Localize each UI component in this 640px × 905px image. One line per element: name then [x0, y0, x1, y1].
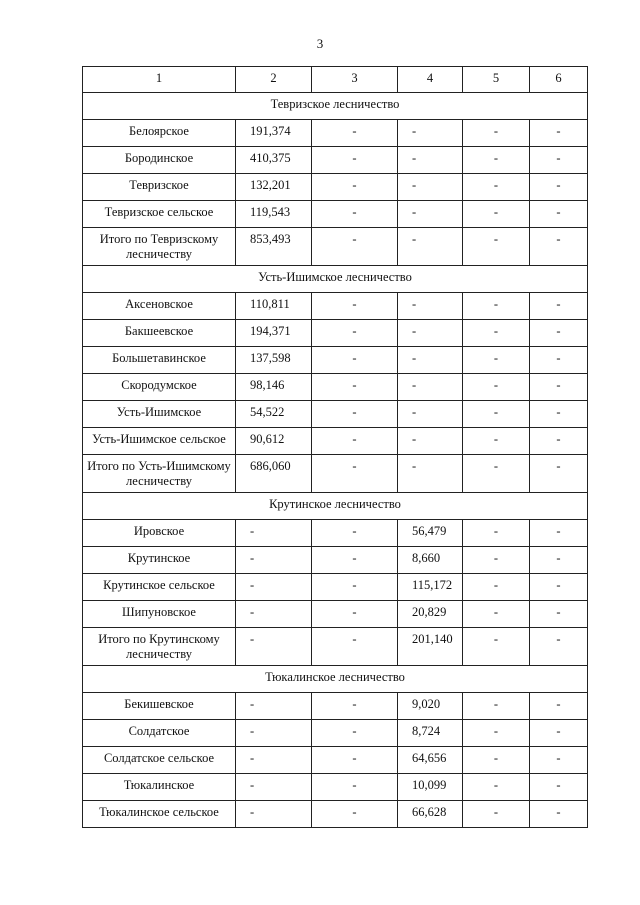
value-cell: -	[463, 174, 530, 201]
value-cell: -	[398, 228, 463, 266]
value-cell: -	[530, 320, 588, 347]
section-title: Тюкалинское лесничество	[83, 666, 588, 693]
district-name-cell: Усть-Ишимское сельское	[83, 428, 236, 455]
district-name-cell: Итого по Тевризскому лесничеству	[83, 228, 236, 266]
value-cell: -	[312, 293, 398, 320]
value-cell: 56,479	[398, 520, 463, 547]
district-name-cell: Аксеновское	[83, 293, 236, 320]
value-cell: -	[398, 320, 463, 347]
value-cell: -	[463, 347, 530, 374]
table-row	[83, 747, 588, 774]
value-cell: -	[463, 120, 530, 147]
value-cell: -	[398, 293, 463, 320]
value-cell: 853,493	[236, 228, 312, 266]
table-row	[83, 574, 588, 601]
value-cell: -	[312, 228, 398, 266]
value-cell: -	[312, 120, 398, 147]
table-body	[83, 67, 588, 828]
value-cell: -	[398, 147, 463, 174]
value-cell: -	[398, 347, 463, 374]
value-cell: 64,656	[398, 747, 463, 774]
district-name-cell: Бакшеевское	[83, 320, 236, 347]
table-row	[83, 401, 588, 428]
table-row	[83, 520, 588, 547]
value-cell: -	[312, 628, 398, 666]
value-cell: -	[312, 520, 398, 547]
value-cell: -	[463, 720, 530, 747]
value-cell: -	[463, 455, 530, 493]
value-cell: -	[312, 547, 398, 574]
value-cell: -	[312, 428, 398, 455]
value-cell: -	[463, 293, 530, 320]
value-cell: -	[530, 201, 588, 228]
table-row	[83, 374, 588, 401]
value-cell: -	[236, 720, 312, 747]
table-row	[83, 347, 588, 374]
table-row	[83, 174, 588, 201]
value-cell: -	[463, 147, 530, 174]
district-name-cell: Солдатское сельское	[83, 747, 236, 774]
value-cell: 410,375	[236, 147, 312, 174]
page-number: 3	[316, 36, 324, 51]
district-name-cell: Тевризское	[83, 174, 236, 201]
header-cell: 4	[398, 67, 463, 93]
value-cell: -	[530, 293, 588, 320]
table-row	[83, 693, 588, 720]
value-cell: -	[530, 693, 588, 720]
value-cell: 10,099	[398, 774, 463, 801]
value-cell: -	[236, 520, 312, 547]
district-name-cell: Крутинское	[83, 547, 236, 574]
value-cell: -	[236, 628, 312, 666]
district-name-cell: Итого по Крутинскому лесничеству	[83, 628, 236, 666]
value-cell: -	[530, 401, 588, 428]
table-row	[83, 147, 588, 174]
value-cell: -	[530, 455, 588, 493]
value-cell: -	[312, 347, 398, 374]
value-cell: 98,146	[236, 374, 312, 401]
district-name-cell: Тевризское сельское	[83, 201, 236, 228]
header-row	[83, 67, 588, 93]
value-cell: -	[530, 801, 588, 828]
value-cell: -	[530, 347, 588, 374]
value-cell: -	[530, 228, 588, 266]
section-title: Усть-Ишимское лесничество	[83, 266, 588, 293]
header-cell: 2	[236, 67, 312, 93]
value-cell: -	[530, 720, 588, 747]
table-row	[83, 428, 588, 455]
section-header-row	[83, 266, 588, 293]
value-cell: -	[398, 201, 463, 228]
value-cell: -	[312, 774, 398, 801]
table-row	[83, 547, 588, 574]
value-cell: -	[463, 320, 530, 347]
value-cell: -	[530, 428, 588, 455]
value-cell: -	[463, 774, 530, 801]
value-cell: -	[312, 720, 398, 747]
value-cell: -	[530, 574, 588, 601]
value-cell: -	[530, 520, 588, 547]
total-row	[83, 628, 588, 666]
value-cell: 8,660	[398, 547, 463, 574]
value-cell: 686,060	[236, 455, 312, 493]
value-cell: -	[530, 601, 588, 628]
value-cell: 137,598	[236, 347, 312, 374]
value-cell: -	[236, 574, 312, 601]
header-cell: 3	[312, 67, 398, 93]
value-cell: -	[312, 201, 398, 228]
table-row	[83, 320, 588, 347]
value-cell: -	[463, 747, 530, 774]
section-header-row	[83, 666, 588, 693]
value-cell: -	[463, 374, 530, 401]
header-cell: 6	[530, 67, 588, 93]
value-cell: -	[463, 547, 530, 574]
district-name-cell: Бородинское	[83, 147, 236, 174]
value-cell: -	[312, 574, 398, 601]
district-name-cell: Скородумское	[83, 374, 236, 401]
value-cell: 8,724	[398, 720, 463, 747]
value-cell: -	[530, 774, 588, 801]
table-row	[83, 201, 588, 228]
value-cell: -	[530, 174, 588, 201]
value-cell: -	[398, 120, 463, 147]
district-name-cell: Ировское	[83, 520, 236, 547]
value-cell: -	[312, 747, 398, 774]
value-cell: 54,522	[236, 401, 312, 428]
value-cell: -	[530, 120, 588, 147]
value-cell: -	[463, 693, 530, 720]
total-row	[83, 455, 588, 493]
district-name-cell: Шипуновское	[83, 601, 236, 628]
value-cell: -	[398, 428, 463, 455]
header-cell: 5	[463, 67, 530, 93]
value-cell: 110,811	[236, 293, 312, 320]
section-title: Тевризское лесничество	[83, 93, 588, 120]
table-row	[83, 801, 588, 828]
value-cell: -	[236, 693, 312, 720]
value-cell: 66,628	[398, 801, 463, 828]
value-cell: -	[236, 801, 312, 828]
value-cell: -	[398, 174, 463, 201]
value-cell: -	[530, 374, 588, 401]
value-cell: -	[236, 747, 312, 774]
value-cell: 9,020	[398, 693, 463, 720]
section-title: Крутинское лесничество	[83, 493, 588, 520]
value-cell: -	[312, 601, 398, 628]
table-row	[83, 293, 588, 320]
value-cell: 115,172	[398, 574, 463, 601]
value-cell: -	[530, 747, 588, 774]
value-cell: -	[236, 601, 312, 628]
header-cell: 1	[83, 67, 236, 93]
value-cell: -	[530, 547, 588, 574]
value-cell: -	[463, 601, 530, 628]
value-cell: -	[236, 547, 312, 574]
value-cell: 20,829	[398, 601, 463, 628]
value-cell: 194,371	[236, 320, 312, 347]
value-cell: -	[398, 374, 463, 401]
district-name-cell: Тюкалинское	[83, 774, 236, 801]
value-cell: -	[463, 574, 530, 601]
value-cell: -	[463, 201, 530, 228]
value-cell: -	[530, 147, 588, 174]
value-cell: -	[236, 774, 312, 801]
value-cell: -	[312, 320, 398, 347]
value-cell: 132,201	[236, 174, 312, 201]
section-header-row	[83, 93, 588, 120]
value-cell: 119,543	[236, 201, 312, 228]
district-name-cell: Белоярское	[83, 120, 236, 147]
value-cell: -	[463, 401, 530, 428]
section-header-row	[83, 493, 588, 520]
value-cell: -	[463, 228, 530, 266]
district-name-cell: Итого по Усть-Ишимскому лесничеству	[83, 455, 236, 493]
value-cell: -	[312, 455, 398, 493]
district-name-cell: Крутинское сельское	[83, 574, 236, 601]
value-cell: -	[312, 147, 398, 174]
district-name-cell: Усть-Ишимское	[83, 401, 236, 428]
district-name-cell: Тюкалинское сельское	[83, 801, 236, 828]
value-cell: -	[398, 401, 463, 428]
value-cell: -	[312, 374, 398, 401]
value-cell: -	[398, 455, 463, 493]
value-cell: -	[312, 174, 398, 201]
value-cell: -	[463, 428, 530, 455]
value-cell: -	[312, 801, 398, 828]
value-cell: -	[463, 628, 530, 666]
value-cell: 191,374	[236, 120, 312, 147]
value-cell: -	[463, 520, 530, 547]
forestry-table	[82, 66, 588, 828]
table-row	[83, 120, 588, 147]
district-name-cell: Большетавинское	[83, 347, 236, 374]
value-cell: 90,612	[236, 428, 312, 455]
value-cell: 201,140	[398, 628, 463, 666]
total-row	[83, 228, 588, 266]
value-cell: -	[312, 693, 398, 720]
value-cell: -	[463, 801, 530, 828]
value-cell: -	[530, 628, 588, 666]
district-name-cell: Солдатское	[83, 720, 236, 747]
table-row	[83, 601, 588, 628]
table-row	[83, 774, 588, 801]
table-row	[83, 720, 588, 747]
value-cell: -	[312, 401, 398, 428]
district-name-cell: Бекишевское	[83, 693, 236, 720]
